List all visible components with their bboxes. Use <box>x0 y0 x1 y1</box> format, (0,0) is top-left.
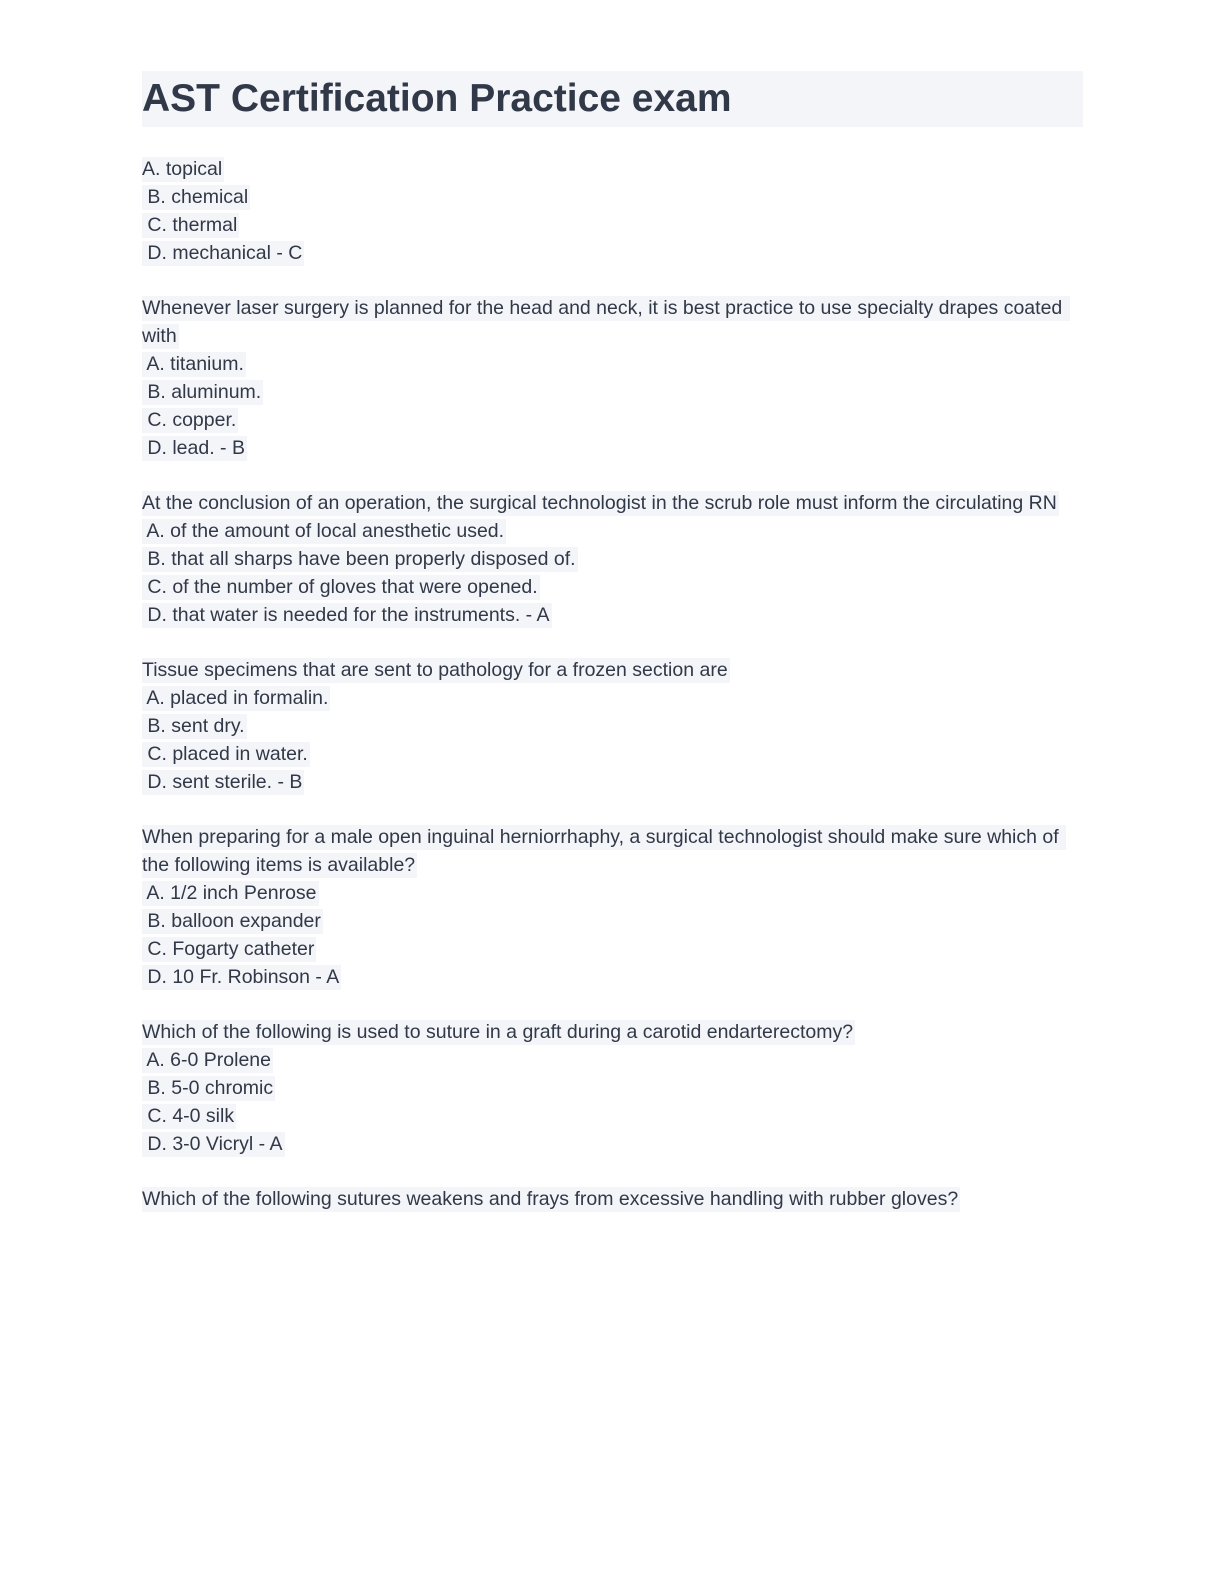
question-text <box>142 1185 1083 1213</box>
answer-option <box>142 963 1083 991</box>
answer-option-highlight: D. 3-0 Vicryl - A <box>142 1133 283 1155</box>
answer-option-highlight: C. copper. <box>142 409 237 431</box>
answer-option <box>142 740 1083 768</box>
answer-options-group <box>142 879 1083 991</box>
answer-option-highlight: C. placed in water. <box>142 743 308 765</box>
question-highlight: Which of the following is used to suture in a graft during a carotid endarterectomy? <box>142 1021 854 1043</box>
answer-option <box>142 684 1083 712</box>
question-highlight: Tissue specimens that are sent to pathology for a frozen section are <box>142 659 728 681</box>
answer-option-highlight: C. thermal <box>142 214 238 236</box>
answer-options-group <box>142 517 1083 629</box>
answer-option <box>142 768 1083 796</box>
answer-option-highlight: B. that all sharps have been properly disposed of. <box>142 548 576 570</box>
question-highlight: Whenever laser surgery is planned for the head and neck, it is best practice to use specialty drapes coated with <box>142 297 1068 347</box>
question-highlight: Which of the following sutures weakens and frays from excessive handling with rubber gloves? <box>142 1188 959 1210</box>
answer-option-highlight: A. topical <box>142 158 223 180</box>
answer-option <box>142 907 1083 935</box>
answer-option <box>142 545 1083 573</box>
answer-option <box>142 573 1083 601</box>
answer-option-highlight: D. sent sterile. - B <box>142 771 303 793</box>
answer-option <box>142 406 1083 434</box>
answer-options-group <box>142 1046 1083 1158</box>
answer-option-highlight: C. 4-0 silk <box>142 1105 235 1127</box>
question-text <box>142 656 1083 684</box>
answer-option-highlight: B. chemical <box>142 186 249 208</box>
answer-option <box>142 1130 1083 1158</box>
answer-option <box>142 517 1083 545</box>
answer-option <box>142 712 1083 740</box>
answer-option-highlight: C. Fogarty catheter <box>142 938 315 960</box>
answer-options-group <box>142 350 1083 462</box>
answer-option-highlight: A. 6-0 Prolene <box>142 1049 271 1071</box>
answer-options-group <box>142 155 1083 267</box>
answer-option <box>142 601 1083 629</box>
answer-option <box>142 1074 1083 1102</box>
question-highlight: At the conclusion of an operation, the surgical technologist in the scrub role must inform the circulating RN <box>142 492 1057 514</box>
answer-option <box>142 879 1083 907</box>
question-text <box>142 489 1083 517</box>
page-title: AST Certification Practice exam <box>142 71 1083 127</box>
question-text <box>142 294 1083 350</box>
answer-option <box>142 434 1083 462</box>
answer-option <box>142 183 1083 211</box>
answer-option-highlight: C. of the number of gloves that were opened. <box>142 576 538 598</box>
answer-option-highlight: B. sent dry. <box>142 715 245 737</box>
question-highlight: When preparing for a male open inguinal herniorrhaphy, a surgical technologist should make sure which of the following items is available? <box>142 826 1065 876</box>
answer-option-highlight: A. placed in formalin. <box>142 687 329 709</box>
answer-option <box>142 378 1083 406</box>
answer-option-highlight: A. titanium. <box>142 353 244 375</box>
answer-option <box>142 1102 1083 1130</box>
question-text <box>142 1018 1083 1046</box>
question-text <box>142 823 1083 879</box>
answer-option <box>142 935 1083 963</box>
answer-option-highlight: B. 5-0 chromic <box>142 1077 274 1099</box>
document-content <box>142 71 1083 1213</box>
answer-option <box>142 1046 1083 1074</box>
question-blocks <box>142 155 1083 1213</box>
answer-option-highlight: A. of the amount of local anesthetic used. <box>142 520 505 542</box>
answer-option <box>142 211 1083 239</box>
answer-option <box>142 155 1083 183</box>
answer-option-highlight: D. 10 Fr. Robinson - A <box>142 966 340 988</box>
answer-option-highlight: D. mechanical - C <box>142 242 303 264</box>
answer-option-highlight: D. lead. - B <box>142 437 245 459</box>
answer-option <box>142 239 1083 267</box>
answer-option <box>142 350 1083 378</box>
answer-option-highlight: B. balloon expander <box>142 910 321 932</box>
answer-option-highlight: B. aluminum. <box>142 381 262 403</box>
answer-options-group <box>142 684 1083 796</box>
answer-option-highlight: D. that water is needed for the instruments. - A <box>142 604 550 626</box>
answer-option-highlight: A. 1/2 inch Penrose <box>142 882 317 904</box>
